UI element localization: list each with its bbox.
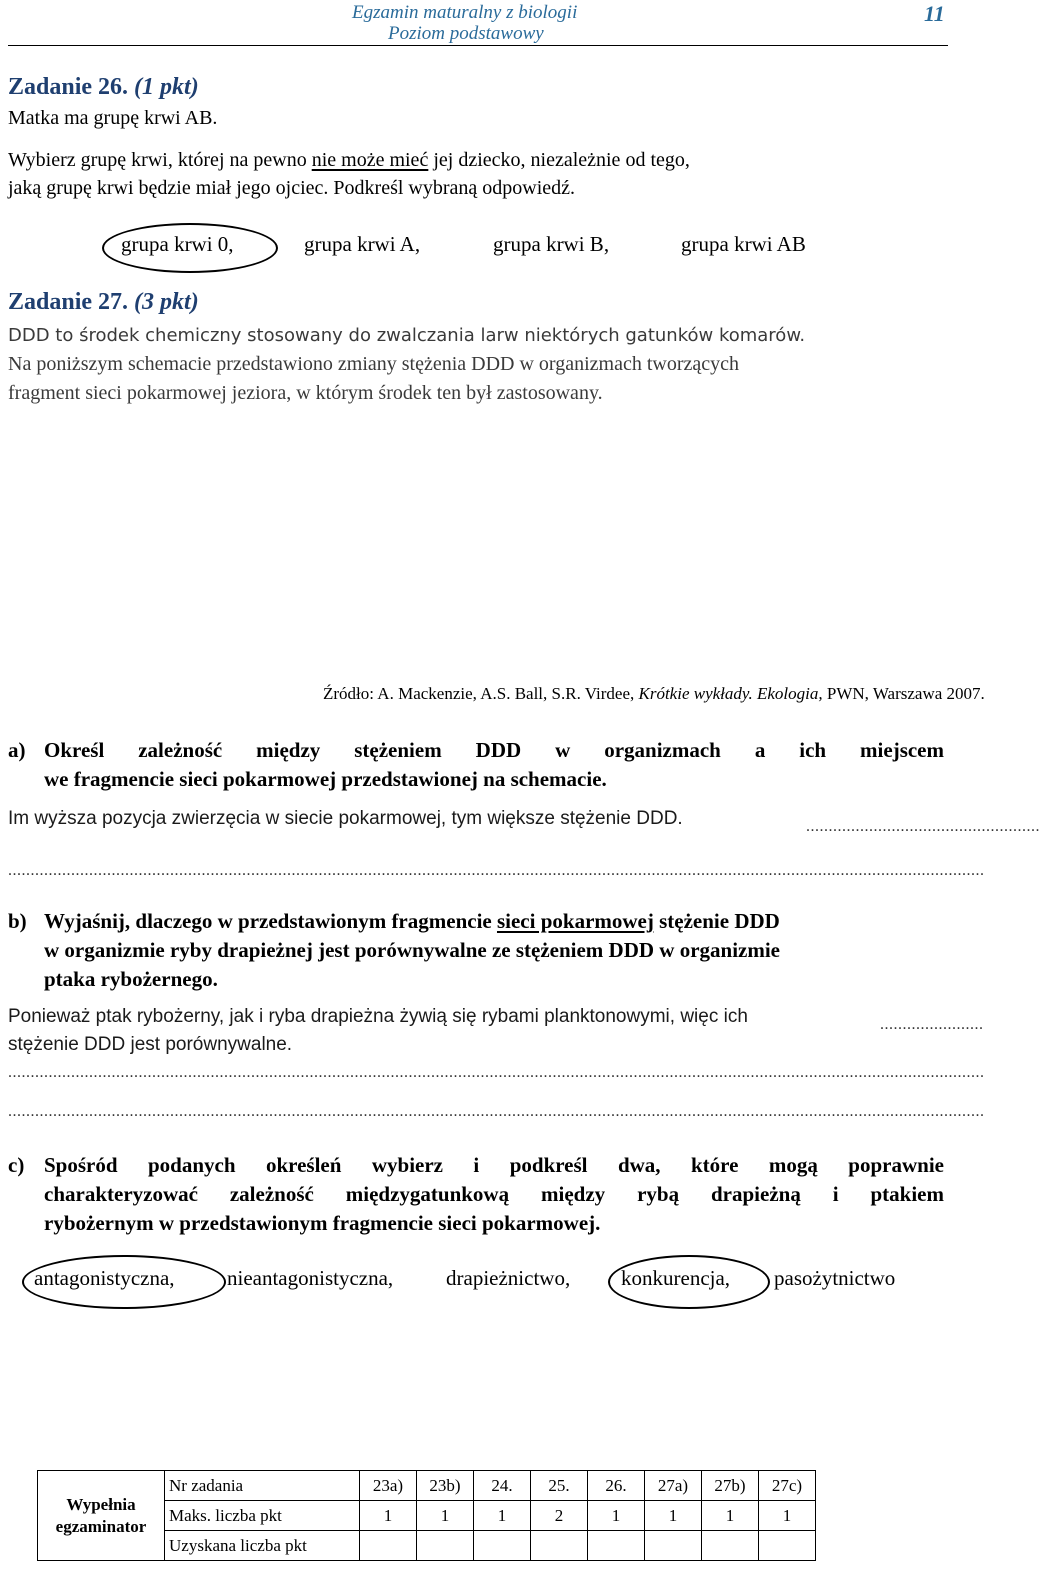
task27-title-text: Zadanie 27. <box>8 289 129 315</box>
task26-intro: Matka ma grupę krwi AB. <box>8 107 218 129</box>
table-cell: 27b) <box>702 1471 759 1501</box>
table-row <box>38 1471 816 1501</box>
task27-title <box>8 289 199 316</box>
header-rule <box>8 45 948 46</box>
qc-option-antagonistyczna[interactable]: antagonistyczna, <box>34 1266 175 1290</box>
qa-question-line2: we fragmencie sieci pokarmowej przedstawionej na schemacie. <box>44 767 607 791</box>
qb-answer-line2[interactable]: stężenie DDD jest porównywalne. <box>8 1034 293 1055</box>
table-cell: 1 <box>645 1501 702 1531</box>
qc-question-line3: rybożernym w przedstawionym fragmencie sieci pokarmowej. <box>44 1211 601 1235</box>
qb-label: b) <box>8 909 27 933</box>
header-exam-title: Egzamin maturalny z biologii <box>352 2 578 23</box>
table-cell: 1 <box>417 1501 474 1531</box>
task26-title-text: Zadanie 26. <box>8 74 129 100</box>
row-header-max-points: Maks. liczba pkt <box>165 1501 360 1531</box>
task26-instruction-underlined: nie może mieć <box>311 149 429 171</box>
task26-instruction <box>8 146 948 175</box>
answer-dotted-line: ....................... <box>880 1016 984 1033</box>
score-input-cell[interactable] <box>417 1531 474 1561</box>
table-cell: 1 <box>759 1501 816 1531</box>
score-input-cell[interactable] <box>474 1531 531 1561</box>
task26-option-ab[interactable]: grupa krwi AB <box>681 232 806 256</box>
task27-source <box>323 684 985 704</box>
source-publisher: PWN, Warszawa 2007. <box>822 684 985 703</box>
table-cell: 27c) <box>759 1471 816 1501</box>
answer-dotted-line: ......................................................................................................................................................................................................................... <box>8 862 985 879</box>
qb-line1-part2: stężenie DDD <box>653 909 780 933</box>
task26-option-b[interactable]: grupa krwi B, <box>493 232 610 256</box>
qb-question-line1 <box>44 907 780 936</box>
source-book-title: Krótkie wykłady. Ekologia, <box>638 684 823 703</box>
qc-question-line1: Spośród podanych określeń wybierz i podkreśl dwa, które mogą poprawnie <box>44 1153 944 1177</box>
answer-dotted-line: ......................................................................................................................................................................................................................... <box>8 1064 985 1081</box>
score-table <box>37 1470 816 1561</box>
qa-answer[interactable]: Im wyższa pozycja zwierzęcia w siecie pokarmowej, tym większe stężenie DDD. <box>8 808 683 829</box>
qa-question-line1: Określ zależność między stężeniem DDD w organizmach a ich miejscem <box>44 738 944 762</box>
table-cell: 27a) <box>645 1471 702 1501</box>
task26-instruction-line2: jaką grupę krwi będzie miał jego ojciec. Podkreśl wybraną odpowiedź. <box>8 177 576 199</box>
qc-option-pasozytnictwo[interactable]: pasożytnictwo <box>774 1266 896 1290</box>
row-header-obtained-points: Uzyskana liczba pkt <box>165 1531 360 1561</box>
page-number: 11 <box>924 1 945 26</box>
task27-intro-line3: fragment sieci pokarmowej jeziora, w którym środek ten był zastosowany. <box>8 382 603 404</box>
task26-points: (1 pkt) <box>134 74 199 100</box>
task27-intro-line1: DDD to środek chemiczny stosowany do zwalczania larw niektórych gatunków komarów. <box>8 325 806 346</box>
header-level: Poziom podstawowy <box>388 23 544 44</box>
qc-option-drapieznictwo[interactable]: drapieżnictwo, <box>446 1266 571 1290</box>
score-input-cell[interactable] <box>702 1531 759 1561</box>
answer-dotted-line: ......................................................................................................................................................................................................................... <box>8 1103 985 1120</box>
task26-title <box>8 74 199 101</box>
task26-option-a[interactable]: grupa krwi A, <box>304 232 421 256</box>
qc-option-konkurencja[interactable]: konkurencja, <box>621 1266 731 1290</box>
table-cell: 24. <box>474 1471 531 1501</box>
examiner-label-line1: Wypełnia <box>66 1494 136 1514</box>
task26-instruction-part1: Wybierz grupę krwi, której na pewno <box>8 149 312 171</box>
table-cell: 2 <box>531 1501 588 1531</box>
qc-question-line2: charakteryzować zależność międzygatunkową między rybą drapieżną i ptakiem <box>44 1182 944 1206</box>
table-cell: 26. <box>588 1471 645 1501</box>
task27-points: (3 pkt) <box>134 289 199 315</box>
source-authors: Źródło: A. Mackenzie, A.S. Ball, S.R. Virdee, <box>323 684 639 703</box>
table-cell: 23a) <box>360 1471 417 1501</box>
answer-dotted-line: .................................................... <box>806 818 1040 835</box>
examiner-label <box>38 1471 165 1561</box>
row-header-task-number: Nr zadania <box>165 1471 360 1501</box>
qc-option-nieantagonistyczna[interactable]: nieantagonistyczna, <box>227 1266 394 1290</box>
qb-line1-underlined: sieci pokarmowej <box>496 909 654 933</box>
score-input-cell[interactable] <box>588 1531 645 1561</box>
table-cell: 1 <box>474 1501 531 1531</box>
qc-label: c) <box>8 1153 25 1177</box>
qb-line1-part1: Wyjaśnij, dlaczego w przedstawionym fragmencie <box>44 909 497 933</box>
qa-label: a) <box>8 738 26 762</box>
qb-answer-line1[interactable]: Ponieważ ptak rybożerny, jak i ryba drapieżna żywią się rybami planktonowymi, więc ich <box>8 1006 748 1027</box>
table-cell: 1 <box>360 1501 417 1531</box>
table-cell: 23b) <box>417 1471 474 1501</box>
task27-intro-line2: Na poniższym schemacie przedstawiono zmiany stężenia DDD w organizmach tworzących <box>8 353 740 375</box>
examiner-label-line2: egzaminator <box>55 1516 147 1536</box>
score-input-cell[interactable] <box>531 1531 588 1561</box>
qb-question-line3: ptaka rybożernego. <box>44 967 218 991</box>
task26-option-0[interactable]: grupa krwi 0, <box>121 232 234 256</box>
table-cell: 25. <box>531 1471 588 1501</box>
score-input-cell[interactable] <box>645 1531 702 1561</box>
task26-instruction-part2: jej dziecko, niezależnie od tego, <box>428 149 690 171</box>
score-input-cell[interactable] <box>759 1531 816 1561</box>
table-cell: 1 <box>702 1501 759 1531</box>
table-cell: 1 <box>588 1501 645 1531</box>
score-input-cell[interactable] <box>360 1531 417 1561</box>
qb-question-line2: w organizmie ryby drapieżnej jest porównywalne ze stężeniem DDD w organizmie <box>44 938 781 962</box>
